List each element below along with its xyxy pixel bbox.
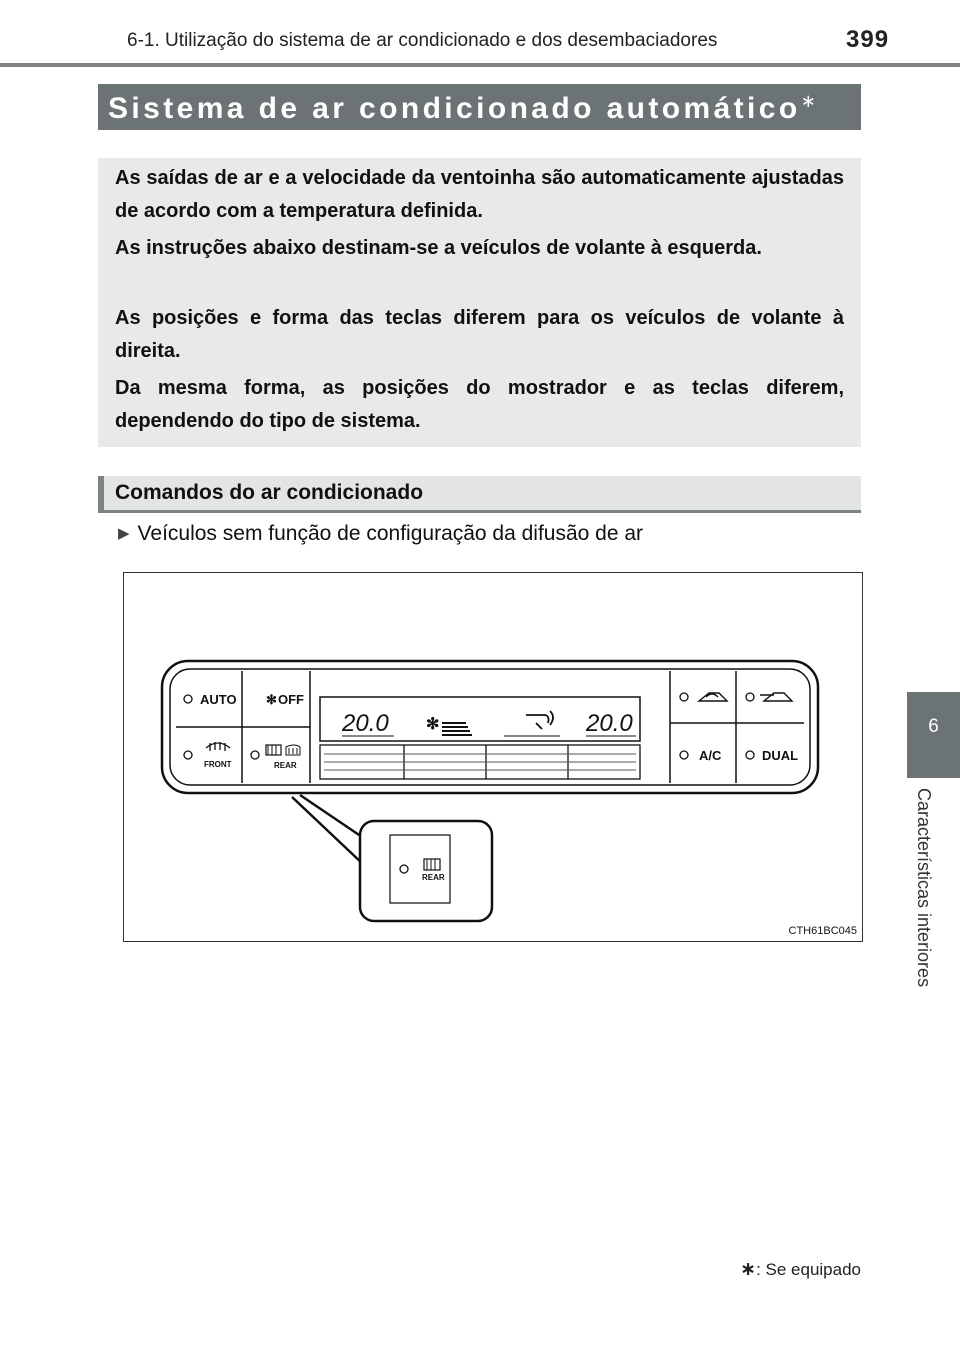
section-banner	[98, 84, 861, 130]
header-rule	[0, 63, 960, 67]
front-label: FRONT	[204, 760, 232, 769]
ac-button-label: A/C	[699, 748, 722, 763]
callout-rear-label: REAR	[422, 873, 445, 882]
left-temperature: 20.0	[342, 710, 389, 737]
fan-off-label: OFF	[278, 692, 304, 707]
header-title: 6-1. Utilização do sistema de ar condicionado e dos desembaciadores	[127, 30, 718, 51]
intro-paragraph: As posições e forma das teclas diferem para os veículos de volante à direita.	[115, 307, 844, 362]
section-star: ∗	[800, 91, 816, 111]
footnote-star: ∗	[740, 1259, 757, 1280]
right-temperature: 20.0	[586, 710, 633, 737]
bullet-text: Veículos sem função de configuração da difusão de ar	[137, 522, 644, 545]
subsection-title: Comandos do ar condicionado	[115, 481, 424, 504]
subsection-banner	[98, 476, 861, 513]
figure-code: CTH61BC045	[788, 925, 857, 937]
intro-paragraph: As instruções abaixo destinam-se a veículos de volante à esquerda.	[115, 237, 762, 259]
section-title	[108, 91, 816, 126]
fan-speed-icon: ✻	[426, 716, 440, 733]
climate-control-panel-illustration	[124, 573, 862, 941]
chapter-label: Características interiores	[914, 788, 934, 988]
dual-button-label: DUAL	[762, 748, 799, 763]
page-number: 399	[846, 26, 890, 53]
fan-off-button	[266, 692, 304, 707]
section-title-text: Sistema de ar condicionado automático	[108, 92, 801, 125]
intro-paragraph: Da mesma forma, as posições do mostrador e as teclas diferem, dependendo do tipo de sistema.	[115, 377, 844, 432]
triangle-bullet-icon: ▶	[118, 525, 130, 542]
chapter-number: 6	[928, 716, 939, 737]
intro-paragraph: As saídas de ar e a velocidade da ventoinha são automaticamente ajustadas de acordo com a temperatura definida.	[115, 167, 844, 222]
auto-button-label: AUTO	[200, 692, 237, 707]
rear-label: REAR	[274, 761, 297, 770]
vent-grill	[320, 745, 640, 779]
fan-icon: ✻	[266, 692, 277, 707]
intro-box	[98, 158, 861, 447]
footnote-text: : Se equipado	[756, 1260, 861, 1279]
figure-frame	[123, 572, 863, 942]
callout-pointer	[292, 795, 368, 865]
chapter-tab	[907, 692, 960, 778]
bullet-item	[118, 522, 643, 546]
footnote	[740, 1258, 861, 1281]
